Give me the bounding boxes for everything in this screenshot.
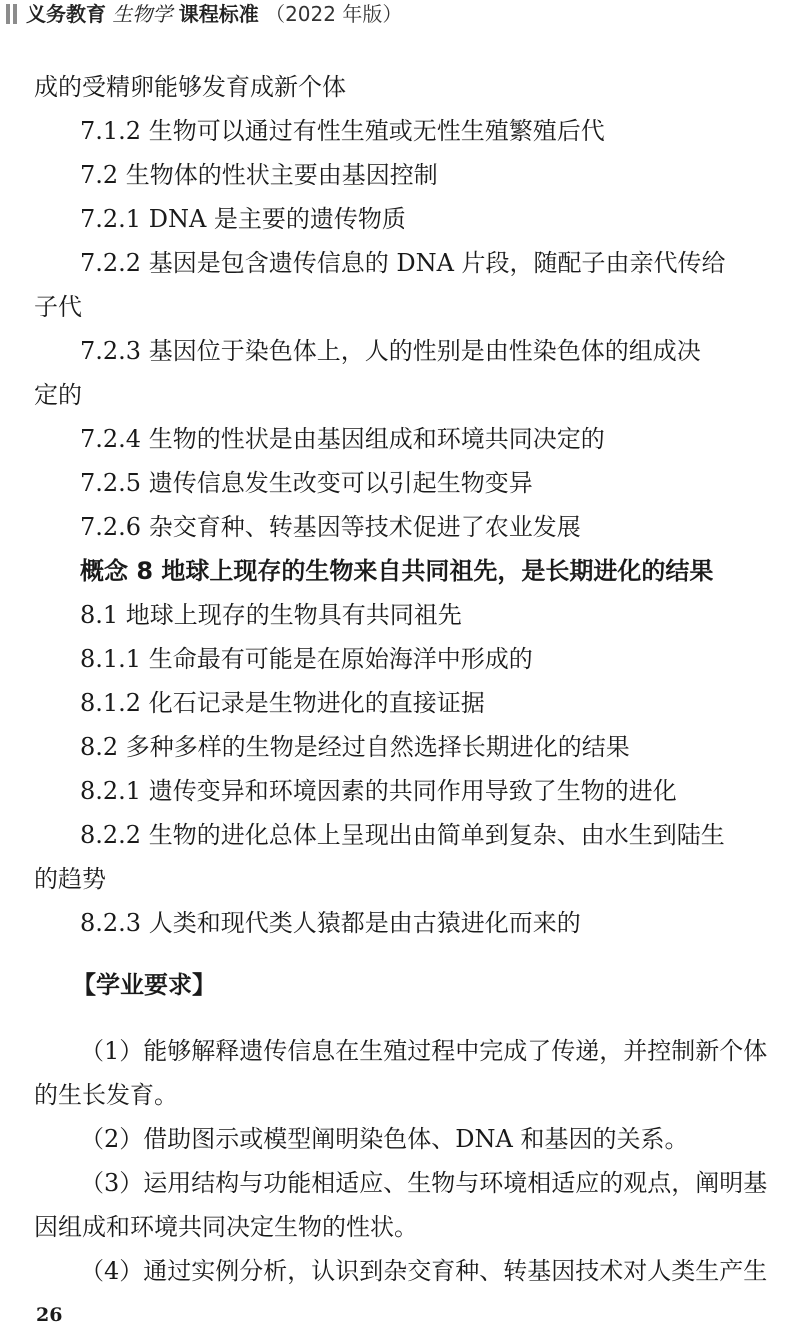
section-heading: 【学业要求】	[72, 971, 216, 999]
text-line: 8.1.1 生命最有可能是在原始海洋中形成的	[80, 645, 533, 673]
text-line: 7.2 生物体的性状主要由基因控制	[80, 161, 438, 189]
running-header	[0, 0, 789, 30]
text-line: 7.2.4 生物的性状是由基因组成和环境共同决定的	[80, 425, 605, 453]
header-bars-decoration	[6, 4, 17, 24]
text-line: 7.2.3 基因位于染色体上，人的性别是由性染色体的组成决	[80, 337, 701, 365]
text-line: （3）运用结构与功能相适应、生物与环境相适应的观点，阐明基	[80, 1169, 768, 1197]
text-line: （2）借助图示或模型阐明染色体、DNA 和基因的关系。	[80, 1125, 689, 1153]
header-part-4: （2022 年版）	[265, 2, 403, 26]
header-part-2: 生物学	[112, 2, 173, 26]
text-line: 8.2 多种多样的生物是经过自然选择长期进化的结果	[80, 733, 630, 761]
header-title	[26, 1, 402, 27]
header-part-1: 义务教育	[26, 2, 106, 26]
text-line: 7.2.2 基因是包含遗传信息的 DNA 片段，随配子由亲代传给	[80, 249, 726, 277]
text-line: 8.2.3 人类和现代类人猿都是由古猿进化而来的	[80, 909, 581, 937]
text-line: 7.2.1 DNA 是主要的遗传物质	[80, 205, 406, 233]
concept-heading: 概念 8 地球上现存的生物来自共同祖先，是长期进化的结果	[80, 557, 714, 585]
text-line: 定的	[34, 381, 82, 409]
text-line: （1）能够解释遗传信息在生殖过程中完成了传递，并控制新个体	[80, 1037, 768, 1065]
text-line: 7.2.6 杂交育种、转基因等技术促进了农业发展	[80, 513, 581, 541]
text-line: （4）通过实例分析，认识到杂交育种、转基因技术对人类生产生	[80, 1257, 768, 1285]
text-line: 的生长发育。	[34, 1081, 178, 1109]
text-line: 8.1.2 化石记录是生物进化的直接证据	[80, 689, 485, 717]
page-number: 26	[36, 1304, 63, 1326]
text-line: 8.2.2 生物的进化总体上呈现出由简单到复杂、由水生到陆生	[80, 821, 725, 849]
header-part-3: 课程标准	[178, 2, 259, 26]
text-line: 8.1 地球上现存的生物具有共同祖先	[80, 601, 462, 629]
text-line: 的趋势	[34, 865, 106, 893]
text-line: 因组成和环境共同决定生物的性状。	[34, 1213, 418, 1241]
text-line: 7.1.2 生物可以通过有性生殖或无性生殖繁殖后代	[80, 117, 605, 145]
text-line: 成的受精卵能够发育成新个体	[34, 73, 346, 101]
text-line: 子代	[34, 293, 82, 321]
text-line: 7.2.5 遗传信息发生改变可以引起生物变异	[80, 469, 533, 497]
text-line: 8.2.1 遗传变异和环境因素的共同作用导致了生物的进化	[80, 777, 677, 805]
